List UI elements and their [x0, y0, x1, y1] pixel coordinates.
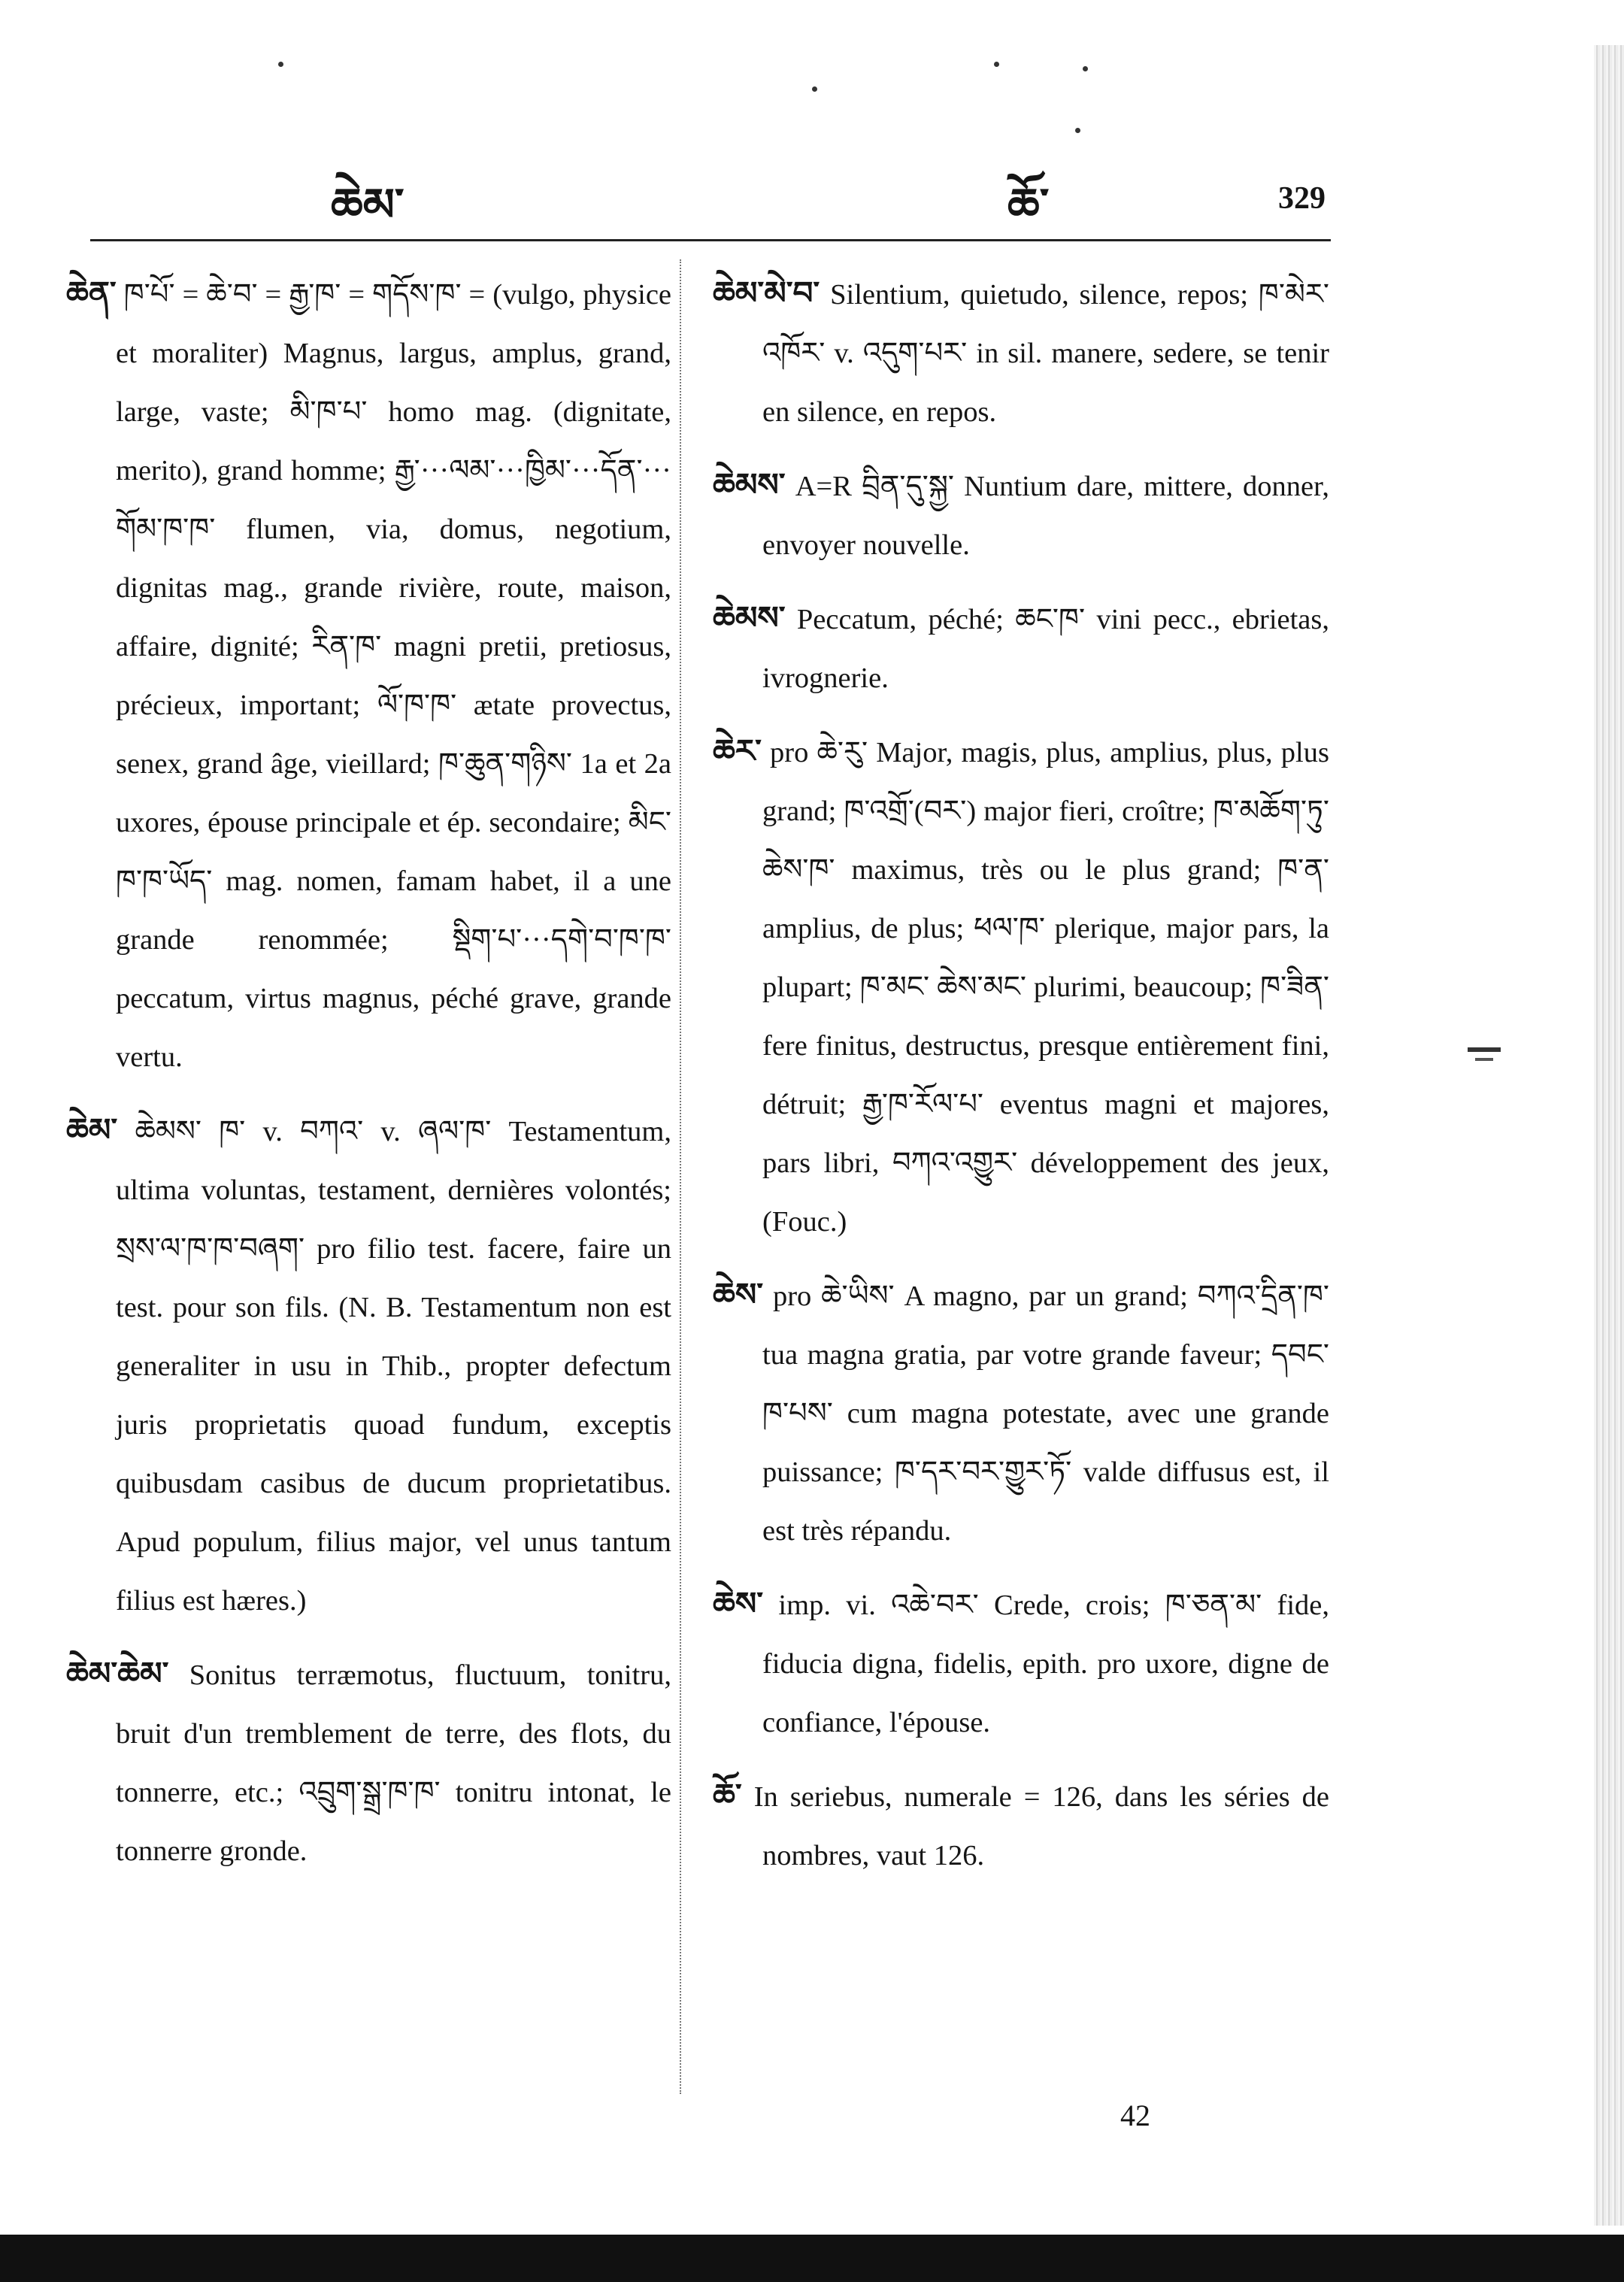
dictionary-entry	[713, 723, 1329, 1251]
dictionary-entry	[713, 589, 1329, 708]
dictionary-entry	[713, 1575, 1329, 1752]
dictionary-entry	[713, 1266, 1329, 1560]
dictionary-entry	[713, 456, 1329, 574]
entry-headword: ཆེམ་མེ་བ་	[713, 277, 820, 311]
entry-text: ཁ་པོ་ = ཆེ་བ་ = རྒྱ་ཁ་ = གདོས་ཁ་ = (vulgo, physice et moraliter) Magnus, largus, amplus, grand, large, vaste; མི་ཁ་པ་ homo mag. (dignitate, merito), grand homme; རྒྱ་···ལམ་···ཁྱིམ་···དོན་··· གོམ་ཁ་ཁ་ flumen, via, domus, negotium, dignitas mag., grande rivière, route, maison, affaire, dignité; རིན་ཁ་ magni pretii, pretiosus, précieux, important; ལོ་ཁ་ཁ་ ætate provectus, senex, grand âge, vieillard; ཁ་ཆུན་གཉིས་ 1a et 2a uxores, épouse principale et ép. secondaire; མིང་ཁ་ཁ་ཡོད་ mag. nomen, famam habet, il a une grande renommée; སྡིག་པ་···དགེ་བ་ཁ་ཁ་ peccatum, virtus magnus, péché grave, grande vertu.	[116, 279, 672, 1073]
header-rule	[90, 239, 1331, 241]
dictionary-entry	[713, 1767, 1329, 1885]
scan-bottom-band	[0, 2235, 1624, 2282]
ink-speck	[278, 62, 283, 67]
entry-text: pro ཆེ་རུ་ Major, magis, plus, amplius, plus, plus grand; ཁ་འགྲོ་(བར་) major fieri, croître; ཁ་མཆོག་ཏུ་ ཆེས་ཁ་ maximus, très ou le plus grand; ཁ་ན་ amplius, de plus; ཕལ་ཁ་ plerique, major pars, la plupart; ཁ་མང་ ཆེས་མང་ plurimi, beaucoup; ཁ་ཟིན་ fere finitus, destructus, presque entièrement fini, détruit; རྒྱ་ཁ་རོལ་པ་ eventus magni et majores, pars libri, བཀའ་འགྱུར་ développement des jeux, (Fouc.)	[762, 737, 1329, 1238]
entry-text: pro ཆེ་ཡིས་ A magno, par un grand; བཀའ་དྲིན་ཁ་ tua magna gratia, par votre grande faveur; དབང་ཁ་པས་ cum magna potestate, avec une grande puissance; ཁ་དར་བར་གྱུར་ཏོ་ valde diffusus est, il est très répandu.	[762, 1280, 1330, 1547]
ink-speck	[1075, 128, 1080, 133]
right-column	[713, 265, 1329, 1900]
ink-speck	[1083, 66, 1088, 71]
dictionary-entry	[66, 1645, 671, 1880]
entry-headword: ཆེས་	[713, 1278, 764, 1313]
entry-text: Sonitus terræmotus, fluctuum, tonitru, bruit d'un tremblement de terre, des flots, du tonnerre, etc.; འབྲུག་སྒྲ་ཁ་ཁ་ tonitru intonat, le tonnerre gronde.	[116, 1659, 672, 1867]
entry-text: imp. vi. འཆེ་བར་ Crede, crois; ཁ་ཅན་མ་ fide, fiducia digna, fidelis, epith. pro uxore, digne de confiance, l'épouse.	[762, 1590, 1329, 1738]
column-divider	[680, 259, 681, 2094]
entry-headword: ཆེས་	[713, 1587, 764, 1622]
running-head-center: ཆོ་	[1007, 180, 1050, 230]
entry-headword: ཆེམ་ཆེམ་	[66, 1657, 169, 1692]
page-edge-shading	[1594, 45, 1624, 2226]
dictionary-entry	[66, 265, 671, 1086]
dictionary-entry	[66, 1102, 671, 1630]
entry-headword: ཆེར་	[713, 735, 762, 769]
dictionary-entry	[713, 265, 1329, 441]
entry-headword: ཆེམས་	[713, 602, 786, 636]
entry-text: In seriebus, numerale = 126, dans les séries de nombres, vaut 126.	[753, 1781, 1330, 1871]
entry-text: Peccatum, péché; ཆང་ཁ་ vini pecc., ebrietas, ivrognerie.	[762, 604, 1330, 694]
ink-speck	[812, 86, 817, 92]
page-number: 329	[1278, 181, 1326, 216]
entry-headword: ཆེན་	[66, 277, 117, 311]
entry-text: ཆེམས་ ཁ་ v. བཀའ་ v. ཞལ་ཁ་ Testamentum, ultima voluntas, testament, dernières volontés; སྲས་ལ་ཁ་ཁ་བཞག་ pro filio test. facere, faire un test. pour son fils. (N. B. Testamentum non est generaliter in usu in Thib., propter defectum juris proprietatis quoad fundum, exceptis quibusdam casibus de ducum proprietatibus. Apud populum, filius major, vel unus tantum filius est hæres.)	[116, 1116, 671, 1617]
ink-speck	[994, 62, 999, 67]
entry-text: A=R བྲིན་དུ་སྐྱ་ Nuntium dare, mittere, donner, envoyer nouvelle.	[762, 471, 1329, 561]
margin-mark	[1475, 1058, 1493, 1061]
margin-mark	[1468, 1047, 1501, 1052]
signature-number: 42	[1120, 2099, 1150, 2132]
entry-headword: ཆེམས་	[713, 468, 786, 503]
entry-headword: ཆེམ་	[66, 1114, 118, 1148]
running-head-left: ཆེམ་	[331, 180, 404, 230]
left-column	[66, 265, 671, 1896]
entry-text: Silentium, quietudo, silence, repos; ཁ་མེར་འཁོར་ v. འདུག་པར་ in sil. manere, sedere, se tenir en silence, en repos.	[762, 279, 1329, 428]
entry-headword: ཆོ་	[713, 1779, 742, 1814]
